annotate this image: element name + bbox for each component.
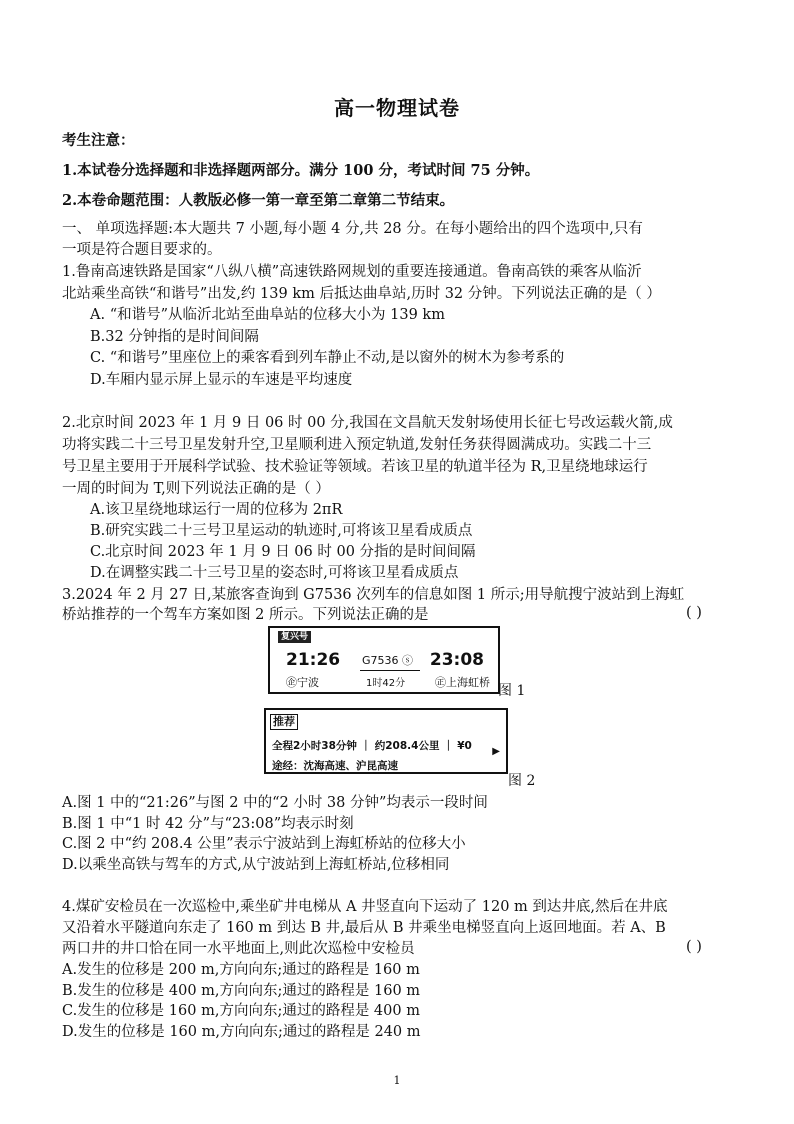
q2-stem-line-2: 功将实践二十三号卫星发射升空,卫星顺利进入预定轨道,发射任务获得圆满成功。实践二十三 — [62, 437, 652, 453]
q4-option-a: A.发生的位移是 200 m,方向向东;通过的路程是 160 m — [62, 962, 420, 978]
q4-option-c: C.发生的位移是 160 m,方向向东;通过的路程是 400 m — [62, 1003, 420, 1019]
q4-option-b: B.发生的位移是 400 m,方向向东;通过的路程是 160 m — [62, 983, 421, 999]
route-arrow-icon — [360, 670, 420, 671]
q1-stem-line-1: 1.鲁南高速铁路是国家“八纵八横”高速铁路网规划的重要连接通道。鲁南高铁的乘客从临沂 — [62, 264, 642, 280]
q1-option-b: B.32 分钟指的是时间间隔 — [90, 329, 259, 345]
depart-time: 21:26 — [286, 650, 341, 670]
train-brand-tag: 复兴号 — [278, 631, 311, 643]
q3-answer-paren: ( ) — [686, 605, 702, 621]
q3-option-c: C.图 2 中“约 208.4 公里”表示宁波站到上海虹桥站的位移大小 — [62, 836, 466, 852]
q2-option-c: C.北京时间 2023 年 1 月 9 日 06 时 00 分指的是时间间隔 — [90, 544, 476, 560]
q2-option-a: A.该卫星绕地球运行一周的位移为 2πR — [90, 502, 343, 518]
route-summary: 全程2小时38分钟 ｜ 约208.4公里 ｜ ¥0 — [272, 740, 472, 752]
q3-option-d: D.以乘坐高铁与驾车的方式,从宁波站到上海虹桥站,位移相同 — [62, 857, 450, 873]
q4-stem-line-1: 4.煤矿安检员在一次巡检中,乘坐矿井电梯从 A 井竖直向下运动了 120 m 到达井底,然后在井底 — [62, 899, 668, 915]
notice-heading: 考生注意： — [62, 132, 135, 149]
chevron-right-icon: ▶ — [492, 746, 500, 757]
route-via: 途经：沈海高速、沪昆高速 — [272, 760, 398, 772]
exam-title: 高一物理试卷 — [334, 96, 460, 120]
q3-option-a: A.图 1 中的“21:26”与图 2 中的“2 小时 38 分钟”均表示一段时间 — [62, 795, 488, 811]
q2-stem-line-1: 2.北京时间 2023 年 1 月 9 日 06 时 00 分,我国在文昌航天发射场使用长征七号改运载火箭,成 — [62, 415, 673, 431]
page-number: 1 — [393, 1074, 401, 1087]
q3-stem-line-2: 桥站推荐的一个驾车方案如图 2 所示。下列说法正确的是 — [62, 607, 429, 623]
figure-2-label: 图 2 — [508, 773, 536, 789]
destination-station: ㊣上海虹桥 — [435, 676, 490, 689]
figure-1-label: 图 1 — [498, 683, 526, 699]
q4-stem-line-2: 又沿着水平隧道向东走了 160 m 到达 B 井,最后从 B 井乘坐电梯竖直向上返回地面。若 A、B — [62, 920, 666, 936]
q1-option-a: A. “和谐号”从临沂北站至曲阜站的位移大小为 139 km — [90, 307, 445, 323]
q2-option-b: B.研究实践二十三号卫星运动的轨迹时,可将该卫星看成质点 — [90, 523, 473, 539]
figure-1-train-info — [268, 626, 500, 694]
q1-option-d: D.车厢内显示屏上显示的车速是平均速度 — [90, 372, 353, 388]
travel-duration: 1时42分 — [366, 678, 406, 689]
q3-stem-line-1: 3.2024 年 2 月 27 日,某旅客查询到 G7536 次列车的信息如图 1 所示;用导航搜宁波站到上海虹 — [62, 587, 685, 603]
arrive-time: 23:08 — [429, 650, 484, 670]
q4-answer-paren: ( ) — [686, 939, 702, 955]
section-instruction-line-1: 一、 单项选择题:本大题共 7 小题,每小题 4 分,共 28 分。在每小题给出的四个选项中,只有 — [62, 221, 643, 237]
recommend-tag: 推荐 — [270, 714, 298, 730]
q4-stem-line-3: 两口井的井口恰在同一水平地面上,则此次巡检中安检员 — [62, 941, 415, 957]
q2-stem-line-3: 号卫星主要用于开展科学试验、技术验证等领域。若该卫星的轨道半径为 R,卫星绕地球运行 — [62, 459, 648, 475]
q4-option-d: D.发生的位移是 160 m,方向向东;通过的路程是 240 m — [62, 1024, 421, 1040]
origin-station: ㊭宁波 — [286, 676, 319, 689]
q1-option-c: C. “和谐号”里座位上的乘客看到列车静止不动,是以窗外的树木为参考系的 — [90, 350, 565, 366]
q2-stem-line-4: 一周的时间为 T,则下列说法正确的是（ ） — [62, 481, 330, 497]
notice-line-1: 1.本试卷分选择题和非选择题两部分。满分 100 分，考试时间 75 分钟。 — [62, 162, 540, 179]
q2-option-d: D.在调整实践二十三号卫星的姿态时,可将该卫星看成质点 — [90, 565, 459, 581]
section-instruction-line-2: 一项是符合题目要求的。 — [62, 242, 222, 258]
train-number: G7536 ⓢ — [362, 654, 414, 667]
notice-line-2: 2.本卷命题范围：人教版必修一第一章至第二章第二节结束。 — [62, 192, 455, 209]
q3-option-b: B.图 1 中“1 时 42 分”与“23:08”均表示时刻 — [62, 816, 354, 832]
q1-stem-line-2: 北站乘坐高铁“和谐号”出发,约 139 km 后抵达曲阜站,历时 32 分钟。下列说法正确的是（ ） — [62, 286, 661, 302]
figure-2-driving-route — [264, 708, 508, 774]
